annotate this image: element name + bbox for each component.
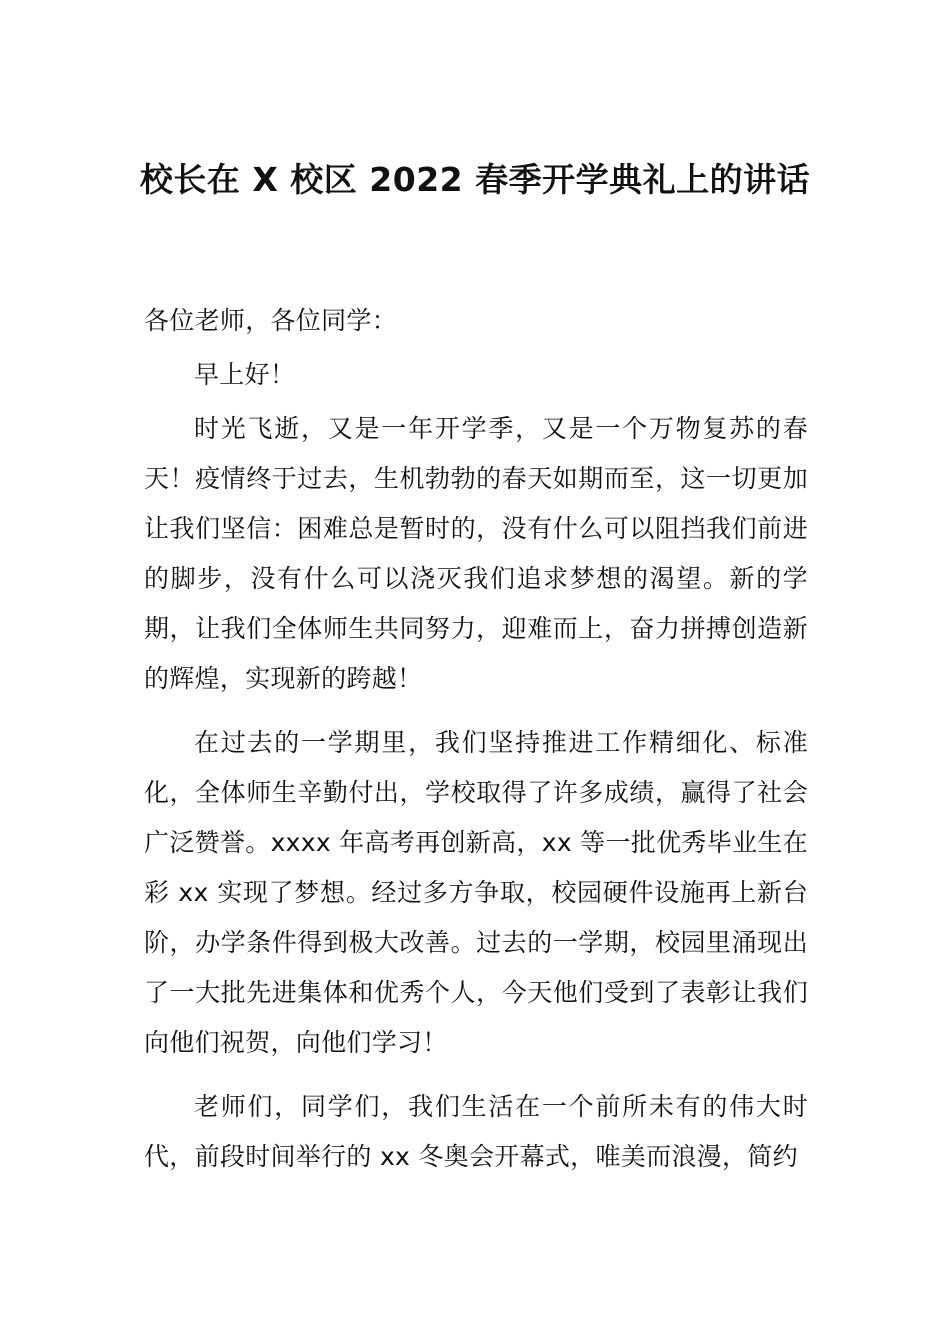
paragraph-1: 时光飞逝，又是一年开学季，又是一个万物复苏的春天！疫情终于过去，生机勃勃的春天如期而至，这一切更加让我们坚信：困难总是暂时的，没有什么可以阻挡我们前进的脚步，没有什么可以浇灭我们追求梦想的渴望。新的学期，让我们全体师生共同努力，迎难而上，奋力拼搏创造新的辉煌，实现新的跨越！ (144, 414, 808, 693)
paragraph-3: 老师们，同学们，我们生活在一个前所未有的伟大时代，前段时间举行的 xx 冬奥会开幕式，唯美而浪漫，简约 (144, 1092, 808, 1171)
document-body (144, 296, 808, 1196)
document-title: 校长在 X 校区 2022 春季开学典礼上的讲话 (139, 160, 811, 199)
salutation: 各位老师，各位同学： (144, 306, 398, 335)
paragraph-2: 在过去的一学期里，我们坚持推进工作精细化、标准化，全体师生辛勤付出，学校取得了许多成绩，赢得了社会广泛赞誉。xxxx 年高考再创新高，xx 等一批优秀毕业生在彩 xx 实现了梦想。经过多方争取，校园硬件设施再上新台阶，办学条件得到极大改善。过去的一学期，校园里涌现出了一大批先进集体和优秀个人，今天他们受到了表彰让我们向他们祝贺，向他们学习！ (144, 728, 808, 1057)
paragraph-greeting: 早上好！ (194, 360, 296, 389)
